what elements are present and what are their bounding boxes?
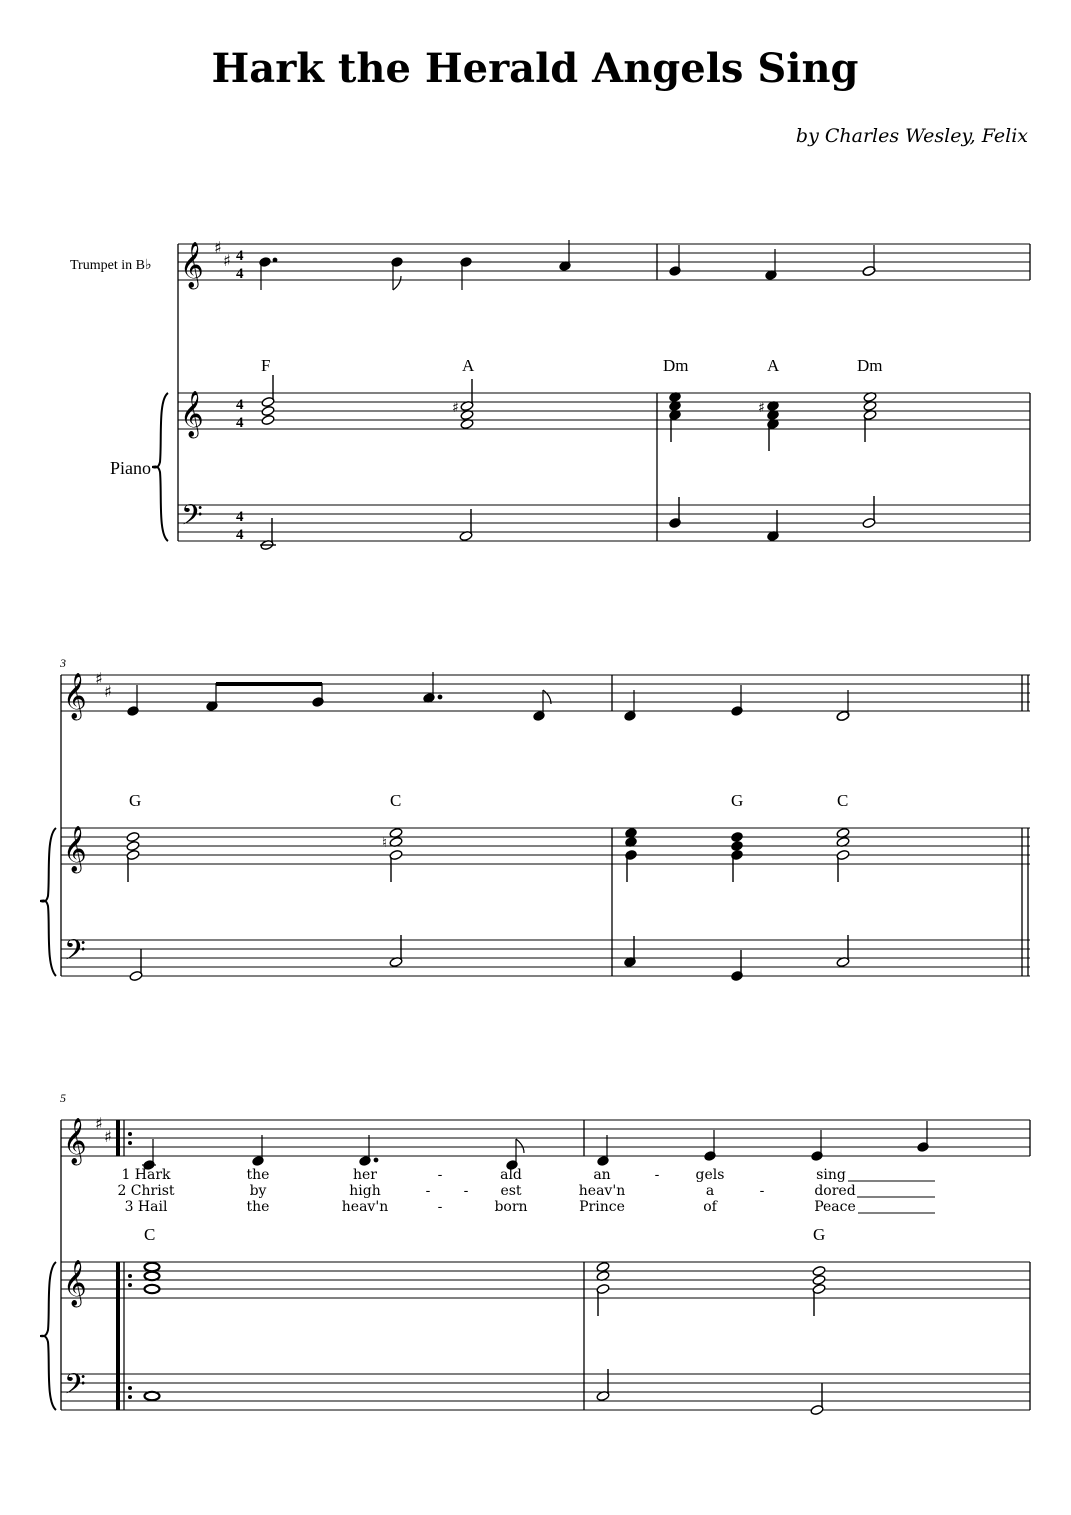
lyrics-verse-1 <box>121 1167 845 1183</box>
lyric-syllable: sing <box>816 1167 846 1183</box>
trumpet-instrument-label: Trumpet in B♭ <box>70 258 152 273</box>
lyric-syllable: heav'n <box>578 1183 626 1199</box>
piano-bass-staff-system-3 <box>61 1374 1030 1410</box>
chord-symbol: C <box>837 791 849 810</box>
bass-clef-icon: 𝄢 <box>64 1368 86 1408</box>
measure-number: 5 <box>60 1091 66 1105</box>
lyric-syllable: heav'n <box>341 1199 389 1215</box>
composer-credit: by Charles Wesley, Felix <box>795 125 1028 147</box>
trumpet-notes-system-1 <box>259 240 876 290</box>
time-signature-numerator: 4 <box>236 397 244 413</box>
lyric-syllable: 1 Hark <box>121 1167 171 1183</box>
lyric-hyphen: - <box>759 1183 765 1199</box>
lyric-syllable: gels <box>695 1167 725 1183</box>
lyric-hyphen: - <box>437 1167 443 1183</box>
piano-treble-staff-system-3 <box>61 1262 1030 1298</box>
lyrics-verse-2 <box>117 1183 855 1199</box>
svg-text:♯: ♯ <box>758 400 765 416</box>
barlines-system-2 <box>61 675 1028 976</box>
dot <box>273 258 277 262</box>
piano-brace-system-2 <box>40 828 56 976</box>
lyric-syllable: the <box>246 1199 270 1215</box>
sharp-icon: ♯ <box>104 1127 112 1146</box>
treble-clef-icon: 𝄞 <box>63 1260 87 1306</box>
chord-symbol: A <box>462 356 475 375</box>
lyric-syllable: 2 Christ <box>117 1183 175 1199</box>
trumpet-notes-system-3 <box>142 1121 929 1170</box>
lyric-hyphen: - <box>654 1167 660 1183</box>
piano-treble-staff-system-2 <box>61 828 1030 864</box>
lyric-syllable: dored <box>814 1183 856 1199</box>
sharp-icon: ♯ <box>223 251 231 270</box>
trumpet-staff-system-2 <box>61 675 1030 711</box>
treble-clef-icon: 𝄞 <box>180 242 204 288</box>
barlines-system-3 <box>61 1120 1030 1410</box>
treble-clef-icon: 𝄞 <box>63 826 87 872</box>
time-signature-denominator: 4 <box>236 527 244 543</box>
chord-symbol: A <box>767 356 780 375</box>
lyric-syllable: Prince <box>579 1199 625 1215</box>
chord-symbol: F <box>261 356 271 375</box>
lyric-syllable: ald <box>500 1167 522 1183</box>
lyric-syllable: of <box>703 1199 717 1215</box>
lyric-syllable: her <box>353 1167 377 1183</box>
bass-clef-icon: 𝄢 <box>181 499 203 539</box>
chord-symbol: Dm <box>663 356 689 375</box>
piano-bass-staff-system-1 <box>178 505 1030 541</box>
trumpet-staff-system-3 <box>61 1120 1030 1156</box>
piano-instrument-label: Piano <box>110 458 152 478</box>
time-signature-numerator: 4 <box>236 509 244 525</box>
lyric-syllable: est <box>500 1183 522 1199</box>
trumpet-staff-system-1 <box>178 244 1030 280</box>
trumpet-notes-system-2 <box>127 672 850 722</box>
treble-clef-icon: 𝄞 <box>63 1118 87 1164</box>
time-signature-numerator: 4 <box>236 248 244 264</box>
lyrics-verse-3 <box>125 1199 856 1215</box>
chord-symbol: Dm <box>857 356 883 375</box>
sharp-icon: ♯ <box>95 1114 103 1133</box>
chord-symbol: G <box>129 791 142 810</box>
piano-treble-chords-system-1 <box>261 375 877 451</box>
lyric-syllable: born <box>494 1199 528 1215</box>
piano-brace-system-3 <box>40 1262 56 1410</box>
lyric-syllable: an <box>593 1167 611 1183</box>
lyric-hyphen: - <box>425 1183 431 1199</box>
piano-treble-staff-system-1 <box>178 393 1030 429</box>
time-signature-denominator: 4 <box>236 266 244 282</box>
treble-clef-icon: 𝄞 <box>63 673 87 719</box>
lyric-hyphen: - <box>437 1199 443 1215</box>
svg-text:♯: ♯ <box>452 400 459 416</box>
sharp-icon: ♯ <box>95 669 103 688</box>
sharp-icon: ♯ <box>104 682 112 701</box>
piano-brace-system-1 <box>152 393 168 541</box>
treble-clef-icon: 𝄞 <box>180 391 204 437</box>
lyric-syllable: high <box>349 1183 381 1199</box>
lyric-syllable: Peace <box>814 1199 856 1215</box>
lyric-syllable: the <box>246 1167 270 1183</box>
piano-bass-staff-system-2 <box>61 940 1030 976</box>
lyric-syllable: by <box>249 1183 267 1199</box>
repeat-start-sign <box>116 1120 132 1410</box>
sharp-icon: ♯ <box>214 238 222 257</box>
svg-text:♮: ♮ <box>382 835 388 851</box>
lyric-hyphen: - <box>463 1183 469 1199</box>
lyric-syllable: a <box>705 1183 715 1199</box>
score-title: Hark the Herald Angels Sing <box>211 45 859 92</box>
bass-clef-icon: 𝄢 <box>64 934 86 974</box>
measure-number: 3 <box>60 656 66 670</box>
chord-symbol: G <box>813 1225 826 1244</box>
lyric-syllable: 3 Hail <box>124 1199 168 1215</box>
chord-symbol: G <box>731 791 744 810</box>
chord-symbol: C <box>144 1225 156 1244</box>
time-signature-denominator: 4 <box>236 415 244 431</box>
chord-symbol: C <box>390 791 402 810</box>
